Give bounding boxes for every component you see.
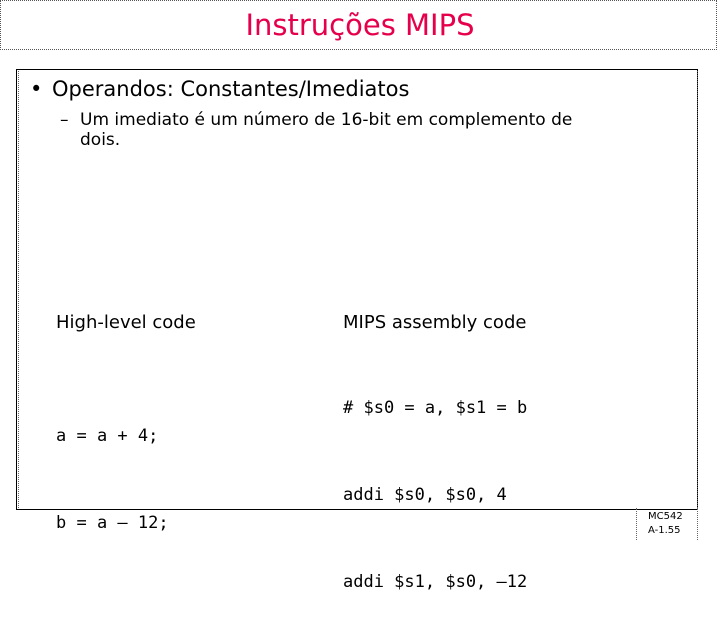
highlevel-code-block	[56, 364, 169, 567]
code-line: a = a + 4;	[56, 426, 159, 446]
sub-bullet-line2: dois.	[80, 130, 121, 150]
dash-icon: –	[60, 110, 69, 130]
highlevel-header: High-level code	[56, 312, 196, 333]
bullet-dot-icon: •	[30, 77, 43, 101]
main-bullet-text: Operandos: Constantes/Imediatos	[52, 77, 410, 101]
mips-header: MIPS assembly code	[343, 312, 527, 333]
mips-code-block	[343, 336, 527, 626]
main-bullet	[30, 76, 409, 102]
footer-page: A-1.55	[648, 525, 681, 536]
slide-title: Instruções MIPS	[245, 8, 475, 42]
footer-course: MC542	[648, 511, 683, 522]
sub-bullet	[60, 110, 660, 150]
code-line: # $s0 = a, $s1 = b	[343, 398, 528, 418]
footer-label	[648, 510, 683, 538]
code-line: addi $s0, $s0, 4	[343, 485, 507, 505]
sub-bullet-line1: Um imediato é um número de 16-bit em complemento de	[80, 110, 573, 130]
code-line: addi $s1, $s0, –12	[343, 572, 528, 592]
code-line: b = a – 12;	[56, 513, 169, 533]
